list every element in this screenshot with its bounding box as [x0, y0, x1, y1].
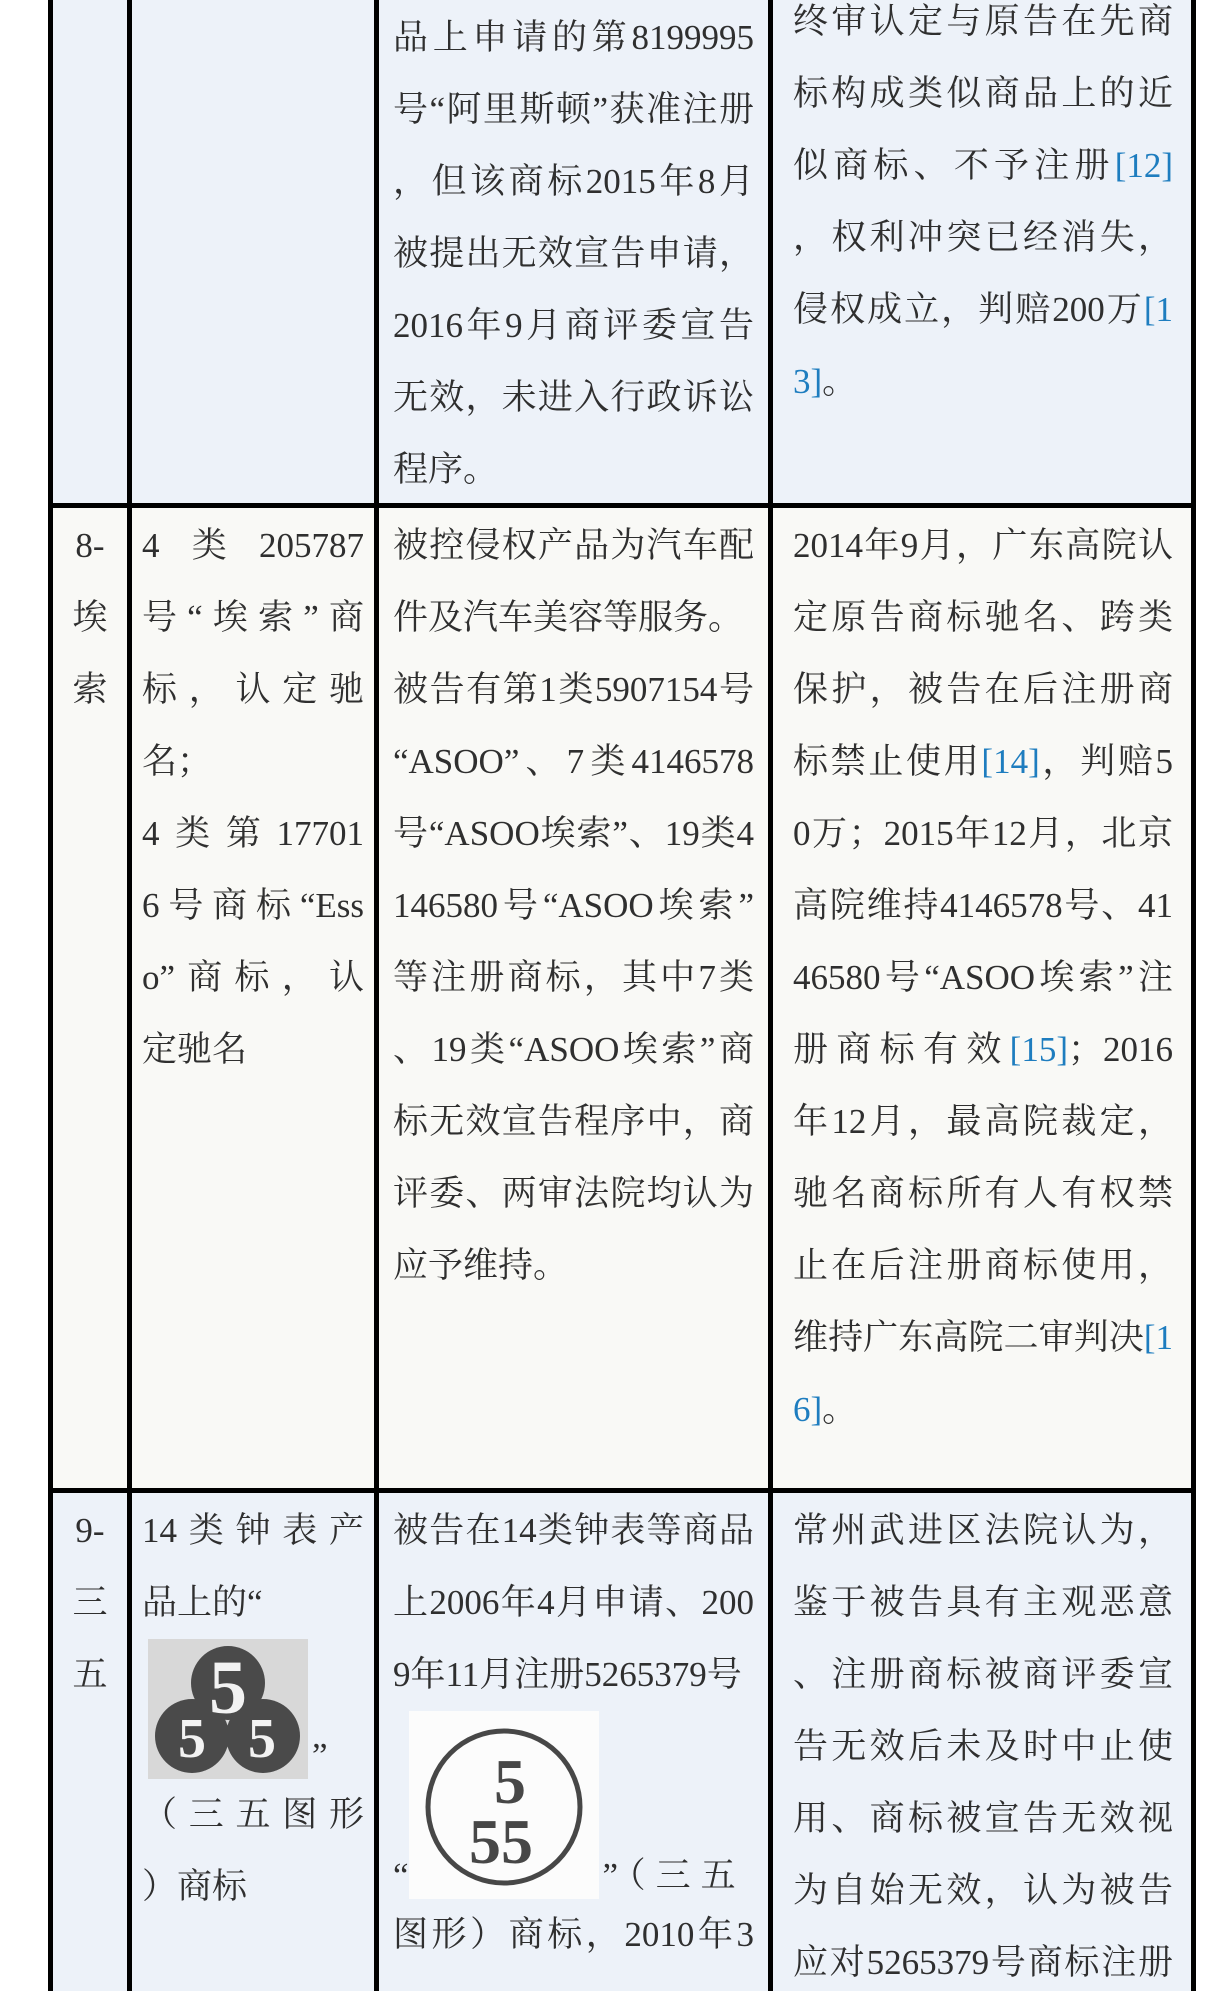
row9-ruling-cell — [773, 1493, 1191, 1991]
text-line: 鉴于被告具有主观恶意 — [793, 1583, 1173, 1622]
text-line: 似商标、不予注册[12] — [793, 146, 1173, 185]
row8-trademark-text — [142, 510, 364, 1086]
text-line: 品上申请的第8199995 — [393, 18, 754, 57]
text-line: 评委、两审法院均认为 — [393, 1174, 754, 1213]
svg-text:55: 55 — [468, 1806, 533, 1877]
citation-ref[interactable]: [15] — [1009, 1030, 1068, 1069]
text-line: 件及汽车美容等服务。 — [393, 598, 744, 637]
svg-text:5: 5 — [209, 1646, 247, 1730]
text-line: 、注册商标被商评委宣 — [793, 1655, 1173, 1694]
row7-ruling-cell — [773, 0, 1191, 503]
text-line: ，但该商标2015年8月 — [393, 162, 754, 201]
row8-facts-cell — [379, 508, 773, 1488]
text-line: 常州武进区法院认为， — [793, 1511, 1173, 1550]
text-line: 保护，被告在后注册商 — [793, 670, 1173, 709]
row8-label-text — [53, 510, 127, 726]
opening-quote: “ — [393, 1856, 409, 1895]
text-line: 9- — [75, 1511, 105, 1550]
text-line: “ASOO”、7类4146578 — [393, 742, 754, 781]
citation-ref[interactable]: 3] — [793, 362, 823, 401]
text-line: 被控侵权产品为汽车配 — [393, 526, 754, 565]
citation-ref[interactable]: [12] — [1114, 146, 1173, 185]
text-line: 14类钟表产 — [142, 1511, 364, 1550]
text-line: 3]。 — [793, 362, 858, 401]
text-line: 程序。 — [393, 450, 499, 489]
text-line: 索 — [72, 670, 108, 709]
row9-trademark-text-bottom — [142, 1779, 364, 1923]
table-row-8 — [53, 508, 1191, 1493]
svg-text:5: 5 — [493, 1746, 526, 1817]
text-line: 2014年9月，广东高院认 — [793, 526, 1173, 565]
row9-ruling-text — [793, 1495, 1173, 1991]
text-line: 46580号“ASOO埃索”注 — [793, 958, 1173, 997]
text-line: 无效，未进入行政诉讼 — [393, 378, 754, 417]
text-line: 号“ASOO埃索”、19类4 — [393, 814, 754, 853]
text-line: 、19类“ASOO埃索”商 — [393, 1030, 754, 1069]
table-row-9 — [53, 1493, 1191, 1991]
closing-quote: ” — [312, 1736, 328, 1775]
text-line: o”商标，认 — [142, 958, 364, 997]
row7-facts-cell — [379, 0, 773, 503]
row9-label-text — [53, 1495, 127, 1711]
text-line: 被告在14类钟表等商品 — [393, 1511, 754, 1550]
text-line: 号“阿里斯顿”获准注册 — [393, 90, 754, 129]
citation-ref[interactable]: [1 — [1143, 1318, 1173, 1357]
text-line: （三五图形 — [142, 1795, 364, 1834]
text-line: 为自始无效，认为被告 — [793, 1871, 1173, 1910]
text-line: 号“埃索”商 — [142, 598, 364, 637]
row8-ruling-cell — [773, 508, 1191, 1488]
text-line: 标构成类似商品上的近 — [793, 74, 1173, 113]
text-line: ）商标 — [142, 1867, 248, 1906]
text-line: 图形）商标，2010年3 — [393, 1915, 754, 1954]
text-line: 4类第17701 — [142, 814, 364, 853]
row7-trademark-cell — [132, 0, 379, 503]
row8-trademark-cell — [132, 508, 379, 1488]
row9-facts-cell — [379, 1493, 773, 1991]
text-line: 应予维持。 — [393, 1246, 569, 1285]
text-line: 定驰名 — [142, 1030, 248, 1069]
text-line: 埃 — [72, 598, 108, 637]
text-line: 被提出无效宣告申请， — [393, 234, 754, 273]
row8-facts-text — [393, 510, 754, 1302]
text-line: ，权利冲突已经消失， — [793, 218, 1173, 257]
text-line: 终审认定与原告在先商 — [793, 2, 1173, 41]
text-line: 2016年9月商评委宣告 — [393, 306, 754, 345]
table-row-7 — [53, 0, 1191, 508]
text-line: 4类205787 — [142, 526, 364, 565]
text-line: 维持广东高院二审判决[1 — [793, 1318, 1173, 1357]
row9-trademark-text-top — [142, 1495, 364, 1639]
svg-text:5: 5 — [248, 1708, 276, 1770]
text-line: 标禁止使用[14]，判赔5 — [793, 742, 1173, 781]
text-line: 被告有第1类5907154号 — [393, 670, 754, 709]
text-line: 9年11月注册5265379号 — [393, 1655, 742, 1694]
trademark-cases-table — [48, 0, 1196, 1991]
text-line: 上2006年4月申请、200 — [393, 1583, 754, 1622]
row9-facts-text-top — [393, 1495, 754, 1711]
row9-label-cell — [53, 1493, 132, 1991]
row9-facts-text-bottom — [393, 1899, 754, 1971]
text-line: 6号商标“Ess — [142, 886, 364, 925]
text-line: 驰名商标所有人有权禁 — [793, 1174, 1173, 1213]
citation-ref[interactable]: 6] — [793, 1390, 823, 1429]
trademark-555-clover-image — [148, 1639, 308, 1779]
text-line: 标无效宣告程序中，商 — [393, 1102, 754, 1141]
text-line: 定原告商标驰名、跨类 — [793, 598, 1173, 637]
text-line: 用、商标被宣告无效视 — [793, 1799, 1173, 1838]
row9-trademark-cell — [132, 1493, 379, 1991]
citation-ref[interactable]: [1 — [1143, 290, 1173, 329]
svg-text:5: 5 — [178, 1708, 206, 1770]
text-line: 年12月，最高院裁定， — [793, 1102, 1173, 1141]
row7-facts-text — [393, 2, 754, 503]
text-line: 五 — [72, 1655, 108, 1694]
text-line: 侵权成立，判赔200万[1 — [793, 290, 1173, 329]
text-line: 名； — [142, 742, 213, 781]
text-line: 应对5265379号商标注册 — [793, 1943, 1173, 1982]
text-line: 册商标有效[15]；2016 — [793, 1030, 1173, 1069]
row7-label-cell — [53, 0, 132, 503]
closing-quote-and-text: ”（三五 — [602, 1856, 746, 1895]
text-line: 标，认定驰 — [142, 670, 364, 709]
row8-ruling-text — [793, 510, 1173, 1446]
text-line: 告无效后未及时中止使 — [793, 1727, 1173, 1766]
text-line: 品上的“ — [142, 1583, 263, 1622]
text-line: 止在后注册商标使用， — [793, 1246, 1173, 1285]
citation-ref[interactable]: [14] — [981, 742, 1040, 781]
text-line: 8- — [75, 526, 105, 565]
row7-ruling-text — [793, 0, 1173, 418]
row8-label-cell — [53, 508, 132, 1488]
trademark-555-circle-image — [409, 1711, 599, 1899]
text-line: 高院维持4146578号、41 — [793, 886, 1173, 925]
text-line: 0万；2015年12月，北京 — [793, 814, 1173, 853]
text-line: 6]。 — [793, 1390, 858, 1429]
text-line: 146580号“ASOO埃索” — [393, 886, 754, 925]
text-line: 三 — [72, 1583, 108, 1622]
text-line: 等注册商标，其中7类 — [393, 958, 754, 997]
